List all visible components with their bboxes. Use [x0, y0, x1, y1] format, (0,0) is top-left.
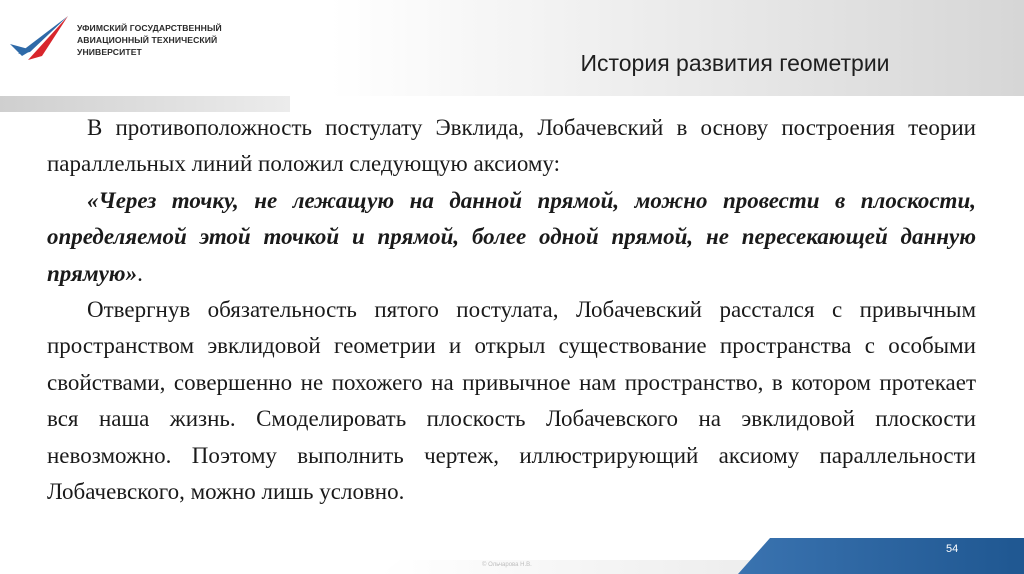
page-number: 54 — [946, 543, 959, 555]
university-name-line-1: УФИМСКИЙ ГОСУДАРСТВЕННЫЙ — [77, 23, 222, 33]
paragraph-axiom-quote — [47, 183, 976, 292]
copyright-text: © Ольчарова Н.В. — [482, 562, 532, 568]
slide-title: История развития геометрии — [580, 50, 890, 76]
university-name — [77, 22, 257, 58]
university-name-line-3: УНИВЕРСИТЕТ — [77, 47, 142, 57]
axiom-quote-end: . — [137, 260, 143, 286]
paragraph-explanation: Отвергнув обязательность пятого постулата, Лобачевский расстался с привычным пространством эвклидовой геометрии и открыл существование пространства с особыми свойствами, совершенно не похожего на привычное нам пространство, в котором протекает вся наша жизнь. Смоделировать плоскость Лобачевского на эвклидовой плоскости невозможно. Поэтому выполнить чертеж, иллюстрирующий аксиому параллельности Лобачевского, можно лишь условно. — [47, 297, 976, 505]
university-name-line-2: АВИАЦИОННЫЙ ТЕХНИЧЕСКИЙ — [77, 35, 218, 45]
paragraph-axiom-intro: В противоположность постулату Эвклида, Лобачевский в основу построения теории параллельных линий положил следующую аксиому: — [47, 115, 976, 177]
university-logo — [8, 14, 72, 66]
axiom-quote: «Через точку, не лежащую на данной прямой, можно провести в плоскости, определяемой этой точкой и прямой, более одной прямой, не пересекающей данную прямую» — [47, 187, 976, 286]
slide-content — [47, 110, 976, 510]
